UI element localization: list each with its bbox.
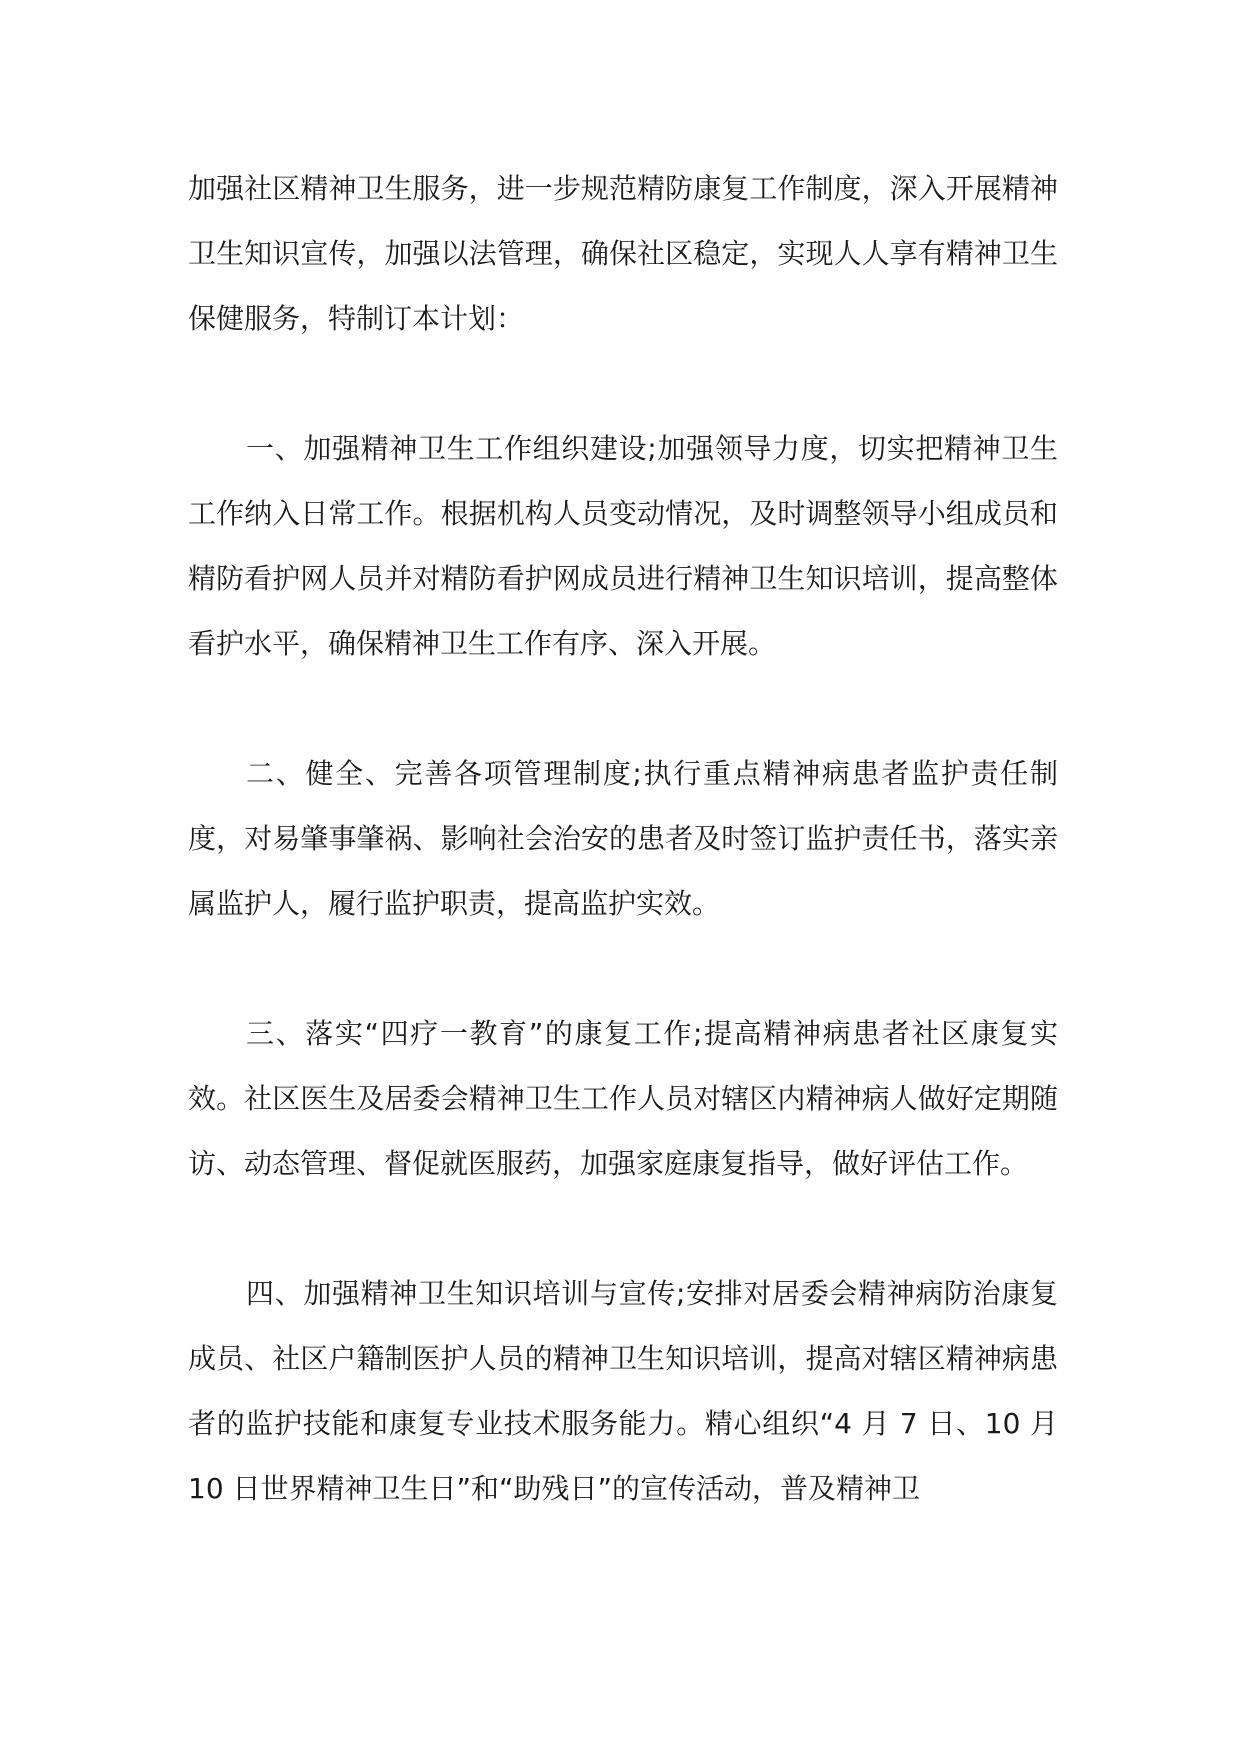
section-1-paragraph: 一、加强精神卫生工作组织建设;加强领导力度，切实把精神卫生工作纳入日常工作。根据机构人员变动情况，及时调整领导小组成员和精防看护网人员并对精防看护网成员进行精神卫生知识培训，提高整体看护水平，确保精神卫生工作有序、深入开展。 bbox=[188, 432, 1058, 660]
intro-paragraph: 加强社区精神卫生服务，进一步规范精防康复工作制度，深入开展精神卫生知识宣传，加强以法管理，确保社区稳定，实现人人享有精神卫生保健服务，特制订本计划： bbox=[188, 172, 1058, 335]
section-3-paragraph: 三、落实“四疗一教育”的康复工作;提高精神病患者社区康复实效。社区医生及居委会精神卫生工作人员对辖区内精神病人做好定期随访、动态管理、督促就医服药，加强家庭康复指导，做好评估工作。 bbox=[188, 1017, 1058, 1180]
document-body bbox=[188, 156, 1058, 1521]
section-2-paragraph: 二、健全、完善各项管理制度;执行重点精神病患者监护责任制度，对易肇事肇祸、影响社会治安的患者及时签订监护责任书，落实亲属监护人，履行监护职责，提高监护实效。 bbox=[188, 757, 1058, 920]
section-4-paragraph: 四、加强精神卫生知识培训与宣传;安排对居委会精神病防治康复成员、社区户籍制医护人员的精神卫生知识培训，提高对辖区精神病患者的监护技能和康复专业技术服务能力。精心组织“4 月 7 日、10 月 10 日世界精神卫生日”和“助残日”的宣传活动，普及精神卫 bbox=[188, 1277, 1058, 1505]
